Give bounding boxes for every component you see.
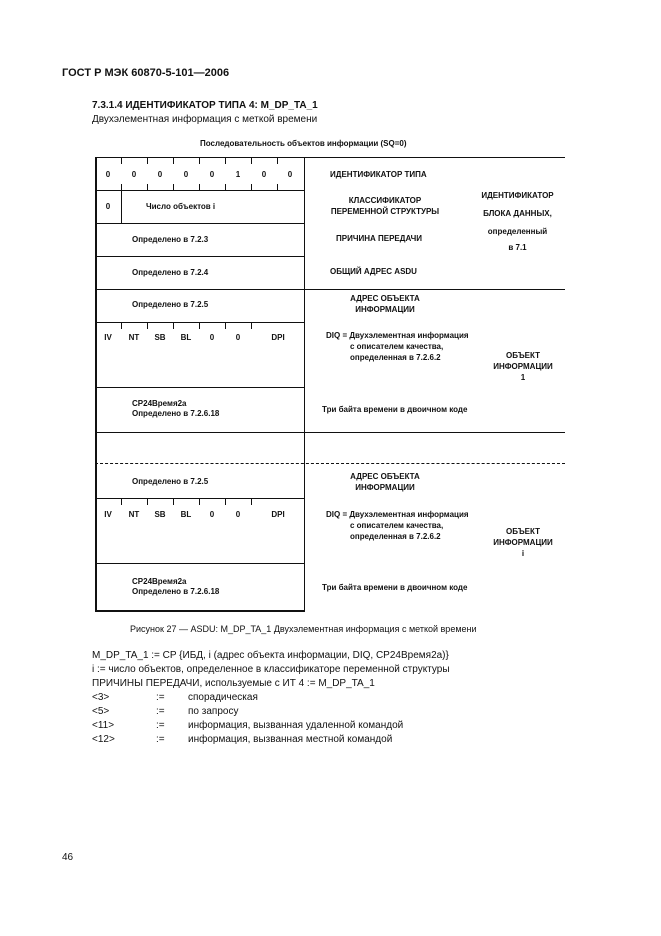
octet-column-border [304,157,305,611]
cp24-label: CP24Время2а [132,399,187,408]
causes-title: ПРИЧИНЫ ПЕРЕДАЧИ, используемые с ИТ 4 := M_DP_TA_1 [92,678,375,689]
type-id-label: ИДЕНТИФИКАТОР ТИПА [330,170,427,179]
flag-nt: NT [128,510,140,519]
bit-tick [147,158,148,164]
object-count-label: Число объектов i [146,202,216,211]
cp24-definition: Определено в 7.2.6.18 [132,587,220,596]
common-address-octet-label: Определено в 7.2.4 [132,268,209,277]
bit-tick [147,499,148,505]
time-bytes-description: Три байта времени в двоичном коде [322,583,468,592]
info-object-1-label: ОБЪЕКТ [506,351,540,360]
diq-description: DIQ = Двухэлементная информация [326,331,469,340]
standard-header: ГОСТ Р МЭК 60870-5-101—2006 [62,67,230,79]
object-address-octet-label: Определено в 7.2.5 [132,300,209,309]
info-object-1-label: ИНФОРМАЦИИ [493,362,553,371]
flag-zero: 0 [235,510,241,519]
cause-code: <5> [92,706,110,717]
bit-tick [199,499,200,505]
cause-op: := [156,692,165,703]
cp24-definition: Определено в 7.2.6.18 [132,409,220,418]
bit-tick [277,158,278,164]
bit-tick [251,158,252,164]
cause-text: информация, вызванная удаленной командой [188,720,404,731]
bit-tick [173,323,174,329]
row-line [95,256,305,257]
row-line [95,432,565,433]
cause-octet-label: Определено в 7.2.3 [132,235,209,244]
row-line [95,610,305,612]
bit-tick [199,158,200,164]
flag-iv: IV [104,333,112,342]
diq-description: с описателем качества, [350,521,444,530]
flag-bl: BL [180,510,192,519]
cell-divider [121,190,122,223]
diagram-left-border [95,157,97,611]
page-number: 46 [62,852,74,863]
time-bytes-description: Три байта времени в двоичном коде [322,405,468,414]
flag-bl: BL [180,333,192,342]
bit-value: 0 [131,170,137,179]
object-address-label: ИНФОРМАЦИИ [355,483,415,492]
bit-value: 0 [105,170,111,179]
cause-text: по запросу [188,706,239,717]
objects-definition: i := число объектов, определенное в классификаторе переменной структуры [92,664,450,675]
flag-dpi: DPI [271,510,285,519]
flag-sb: SB [154,510,166,519]
info-object-i-label: ИНФОРМАЦИИ [493,538,553,547]
diq-description: определенная в 7.2.6.2 [350,353,441,362]
cause-op: := [156,720,165,731]
section-subtitle: Двухэлементная информация с меткой времени [92,114,318,125]
cause-text: спорадическая [188,692,258,703]
row-line [95,322,305,323]
row-line [95,157,565,158]
block-id-label: ИДЕНТИФИКАТОР [481,191,554,200]
bit-tick [277,184,278,190]
var-structure-label: КЛАССИФИКАТОР [348,196,422,205]
info-object-i-label: ОБЪЕКТ [506,527,540,536]
bit-tick [147,184,148,190]
info-object-1-label: 1 [520,373,526,382]
block-id-label: БЛОКА ДАННЫХ, [483,209,552,218]
row-line [95,289,565,290]
row-line [95,190,305,191]
row-line [95,387,305,388]
bit-value: 0 [183,170,189,179]
bit-value: 0 [261,170,267,179]
cp24-label: CP24Время2а [132,577,187,586]
bit-tick [251,323,252,329]
cause-op: := [156,706,165,717]
diq-description: с описателем качества, [350,342,444,351]
bit-tick [225,158,226,164]
common-address-label: ОБЩИЙ АДРЕС ASDU [330,267,417,276]
cause-op: := [156,734,165,745]
block-id-label: в 7.1 [508,243,527,252]
bit-tick [251,499,252,505]
flag-sb: SB [154,333,166,342]
bit-value: 0 [209,170,215,179]
bit-value: 0 [287,170,293,179]
cause-text: информация, вызванная местной командой [188,734,393,745]
bit-value: 0 [157,170,163,179]
row-line [95,498,305,499]
flag-nt: NT [128,333,140,342]
bit-tick [173,499,174,505]
bit-tick [173,158,174,164]
object-address-label: ИНФОРМАЦИИ [355,305,415,314]
info-object-i-label: i [521,549,525,558]
bit-tick [147,323,148,329]
object-address-label: АДРЕС ОБЪЕКТА [350,294,420,303]
cause-label: ПРИЧИНА ПЕРЕДАЧИ [336,234,422,243]
bit-tick [225,184,226,190]
row-line [95,223,305,224]
diq-description: DIQ = Двухэлементная информация [326,510,469,519]
bit-tick [225,499,226,505]
bit-tick [251,184,252,190]
bit-tick [225,323,226,329]
sq-bit: 0 [105,202,111,211]
bit-tick [199,323,200,329]
object-address-octet-label: Определено в 7.2.5 [132,477,209,486]
object-address-label: АДРЕС ОБЪЕКТА [350,472,420,481]
block-id-label: определенный [487,227,548,236]
bit-tick [121,499,122,505]
bit-tick [121,323,122,329]
flag-zero: 0 [209,510,215,519]
bit-tick [121,158,122,164]
row-line-dashed [95,463,565,464]
flag-iv: IV [104,510,112,519]
flag-zero: 0 [235,333,241,342]
flag-dpi: DPI [271,333,285,342]
bit-value: 1 [235,170,241,179]
section-title: 7.3.1.4 ИДЕНТИФИКАТОР ТИПА 4: M_DP_TA_1 [92,100,318,111]
figure-caption: Рисунок 27 — ASDU: M_DP_TA_1 Двухэлементная информация с меткой времени [130,624,477,634]
sequence-title: Последовательность объектов информации (SQ=0) [200,139,407,148]
formula-line: M_DP_TA_1 := CP {ИБД, i (адрес объекта информации, DIQ, CP24Время2а)} [92,650,449,661]
bit-tick [173,184,174,190]
flag-zero: 0 [209,333,215,342]
bit-tick [199,184,200,190]
cause-code: <3> [92,692,110,703]
cause-code: <12> [92,734,115,745]
var-structure-label: ПЕРЕМЕННОЙ СТРУКТУРЫ [330,207,440,216]
cause-code: <11> [92,720,115,731]
diq-description: определенная в 7.2.6.2 [350,532,441,541]
row-line [95,563,305,564]
